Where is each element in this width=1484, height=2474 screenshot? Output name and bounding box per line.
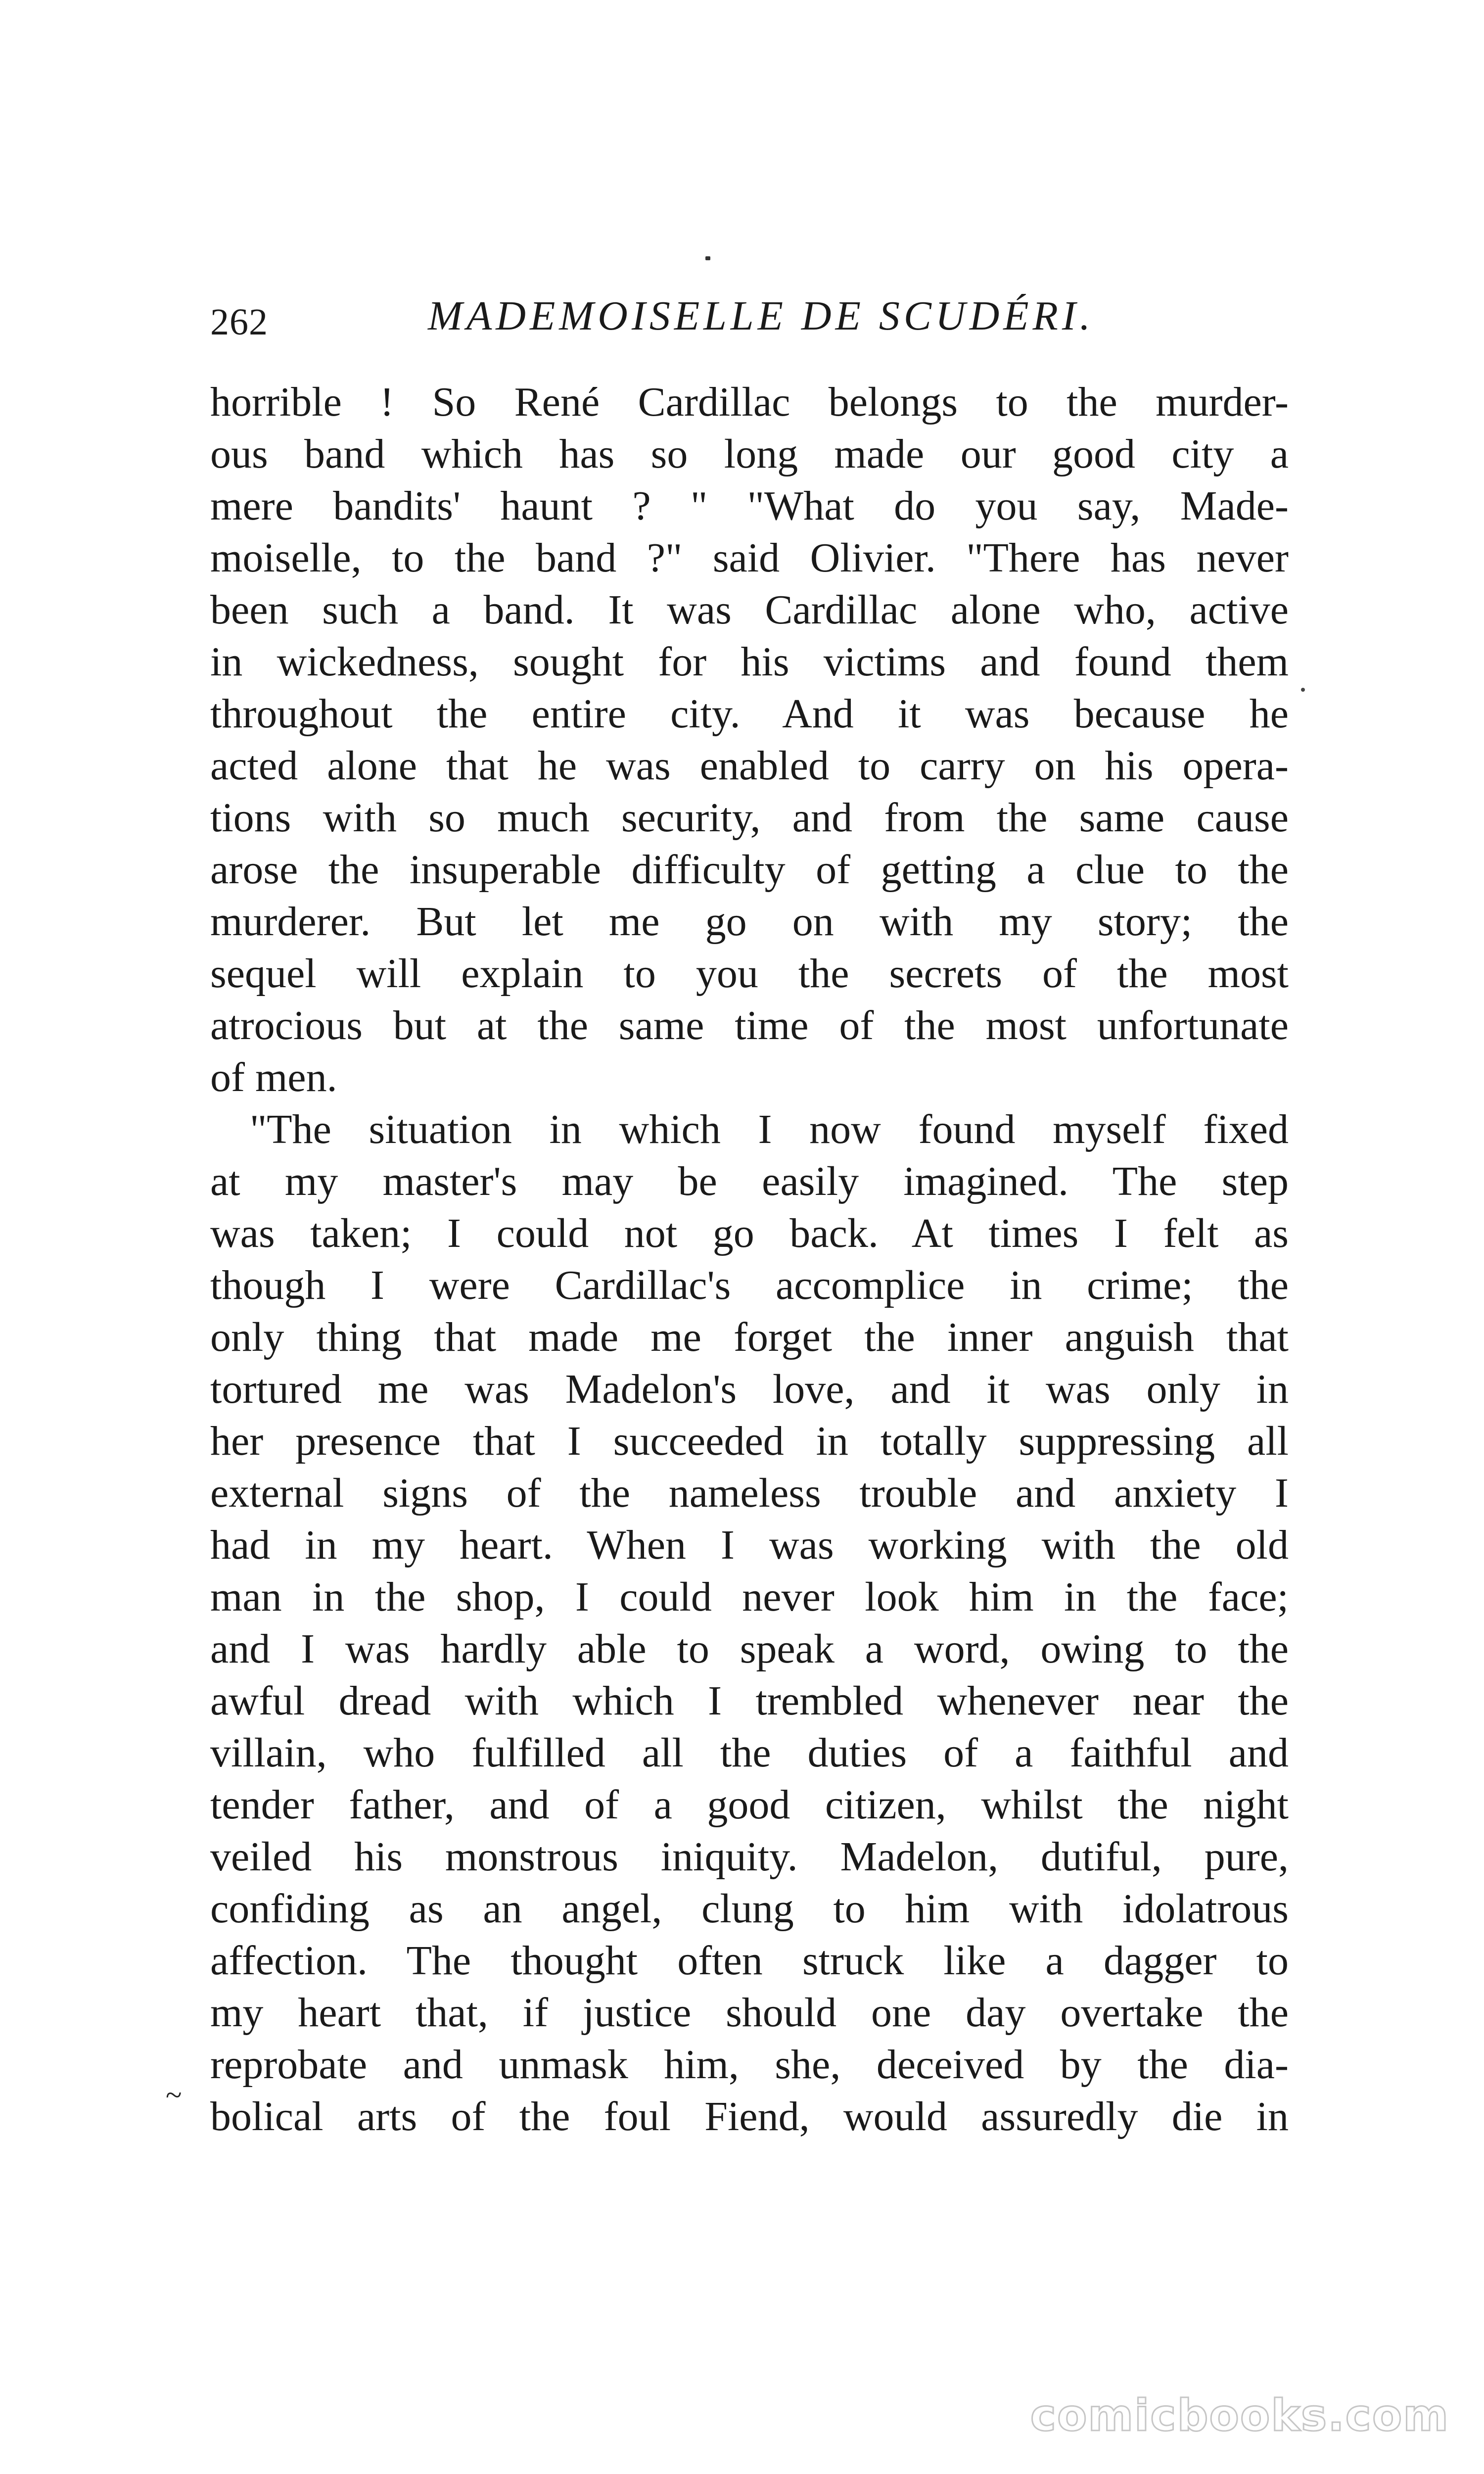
text-line: murderer. But let me go on with my story; the [210, 899, 1289, 945]
text-line: reprobate and unmask him, she, deceived by the dia- [210, 2042, 1289, 2088]
text-line: affection. The thought often struck like a dagger to [210, 1938, 1289, 1984]
text-line: my heart that, if justice should one day overtake the [210, 1990, 1289, 2036]
text-line: veiled his monstrous iniquity. Madelon, dutiful, pure, [210, 1834, 1289, 1880]
page-header [210, 292, 1289, 351]
text-line: throughout the entire city. And it was because he [210, 691, 1289, 737]
body-text [210, 376, 1289, 2142]
text-line: bolical arts of the foul Fiend, would assuredly die in [210, 2093, 1289, 2140]
page-number: 262 [210, 301, 268, 343]
text-line: was taken; I could not go back. At times I felt as [210, 1210, 1289, 1256]
running-title: MADEMOISELLE DE SCUDÉRI. [428, 293, 1094, 339]
text-line: mere bandits' haunt ? " "What do you say, Made- [210, 483, 1289, 529]
text-line: been such a band. It was Cardillac alone who, active [210, 587, 1289, 633]
text-line: though I were Cardillac's accomplice in crime; the [210, 1262, 1289, 1308]
text-line: awful dread with which I trembled whenever near the [210, 1678, 1289, 1724]
watermark: comicbooks.com [1030, 2390, 1449, 2441]
text-line: tender father, and of a good citizen, whilst the night [210, 1782, 1289, 1828]
text-line: her presence that I succeeded in totally suppressing all [210, 1418, 1289, 1464]
text-line: in wickedness, sought for his victims and found them [210, 639, 1289, 685]
text-line: atrocious but at the same time of the most unfortunate [210, 1002, 1289, 1048]
text-line: tortured me was Madelon's love, and it was only in [210, 1366, 1289, 1412]
text-line: at my master's may be easily imagined. The step [210, 1158, 1289, 1204]
ink-speck [1301, 688, 1305, 692]
text-line: only thing that made me forget the inner anguish that [210, 1314, 1289, 1360]
text-line: man in the shop, I could never look him in the face; [210, 1574, 1289, 1620]
text-line: tions with so much security, and from the same cause [210, 795, 1289, 841]
text-line: ous band which has so long made our good city a [210, 431, 1289, 477]
text-line: external signs of the nameless trouble and anxiety I [210, 1470, 1289, 1516]
text-line: "The situation in which I now found myself fixed [250, 1106, 1289, 1152]
text-line: horrible ! So René Cardillac belongs to the murder- [210, 379, 1289, 425]
text-line: had in my heart. When I was working with the old [210, 1522, 1289, 1568]
text-line: of men. [210, 1054, 337, 1100]
text-line: and I was hardly able to speak a word, owing to the [210, 1626, 1289, 1672]
margin-mark: ~ [166, 2079, 182, 2111]
print-mark [705, 256, 710, 260]
text-line: arose the insuperable difficulty of getting a clue to the [210, 847, 1289, 893]
text-line: moiselle, to the band ?" said Olivier. "There has never [210, 535, 1289, 581]
text-line: villain, who fulfilled all the duties of a faithful and [210, 1730, 1289, 1776]
text-line: confiding as an angel, clung to him with idolatrous [210, 1886, 1289, 1932]
text-line: acted alone that he was enabled to carry on his opera- [210, 743, 1289, 789]
text-line: sequel will explain to you the secrets of the most [210, 951, 1289, 997]
